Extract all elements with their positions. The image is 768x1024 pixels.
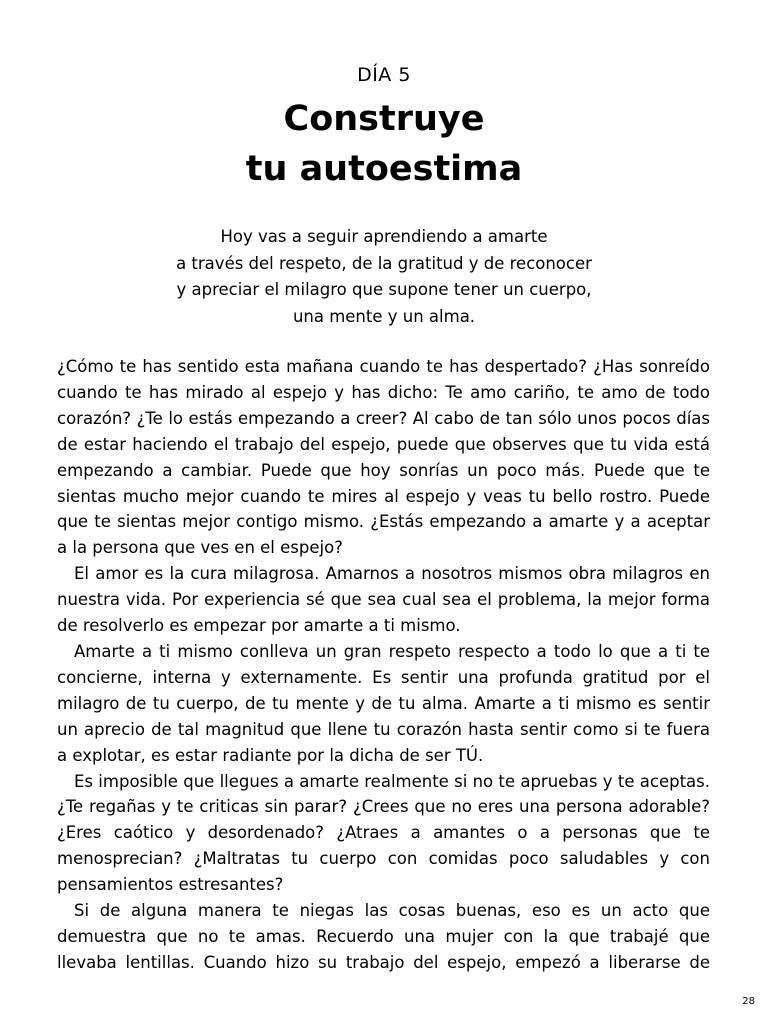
chapter-title-line-1: Construye: [283, 99, 485, 139]
chapter-title-line-2: tu autoestima: [245, 149, 523, 189]
intro-line-1: Hoy vas a seguir aprendiendo a amarte: [220, 227, 548, 246]
page-number: 28: [742, 996, 755, 1007]
paragraph-3: Amarte a ti mismo conlleva un gran respeto respecto a todo lo que a ti te concierne, interna y externamente. Es sentir una profunda gratitud por el milagro de tu cuerpo, de tu mente y de tu alma. Amarte a ti mismo es sentir un aprecio de tal magnitud que llene tu corazón hasta sentir como si te fuera a explotar, es estar radiante por la dicha de ser TÚ.: [57, 641, 710, 765]
paragraph-1: ¿Cómo te has sentido esta mañana cuando te has despertado? ¿Has sonreído cuando te has mirado al espejo y has dicho: Te amo cariño, te amo de todo corazón? ¿Te lo estás empezando a creer? Al cabo de tan sólo unos pocos días de estar haciendo el trabajo del espejo, puede que observes que tu vida está empezando a cambiar. Puede que hoy sonrías un poco más. Puede que te sientas mucho mejor cuando te mires al espejo y veas tu bello rostro. Puede que te sientas mejor contigo mismo. ¿Estás empezando a amarte y a aceptar a la persona que ves en el espejo?: [57, 357, 710, 558]
body-text: [57, 354, 710, 976]
paragraph-5: Si de alguna manera te niegas las cosas buenas, eso es un acto que demuestra que no te amas. Recuerdo una mujer con la que trabajé que llevaba lentillas. Cuando hizo su trabajo del espejo, empezó a liberarse de: [57, 901, 710, 972]
day-label: DÍA 5: [357, 64, 411, 86]
intro-line-2: a través del respeto, de la gratitud y de reconocer: [176, 253, 592, 273]
intro-line-3: y apreciar el milagro que supone tener un cuerpo,: [176, 280, 592, 299]
paragraph-4: Es imposible que llegues a amarte realmente si no te apruebas y te aceptas. ¿Te regañas y te criticas sin parar? ¿Crees que no eres una persona adorable? ¿Eres caótico y desordenado? ¿Atraes a amantes o a personas que te menosprecian? ¿Maltratas tu cuerpo con comidas poco saludables y con pensamientos estresantes?: [57, 771, 710, 895]
intro-line-4: una mente y un alma.: [292, 306, 476, 326]
chapter-title: [0, 94, 768, 194]
chapter-intro: [0, 224, 768, 330]
paragraph-2: El amor es la cura milagrosa. Amarnos a nosotros mismos obra milagros en nuestra vida. Por experiencia sé que sea cual sea el problema, la mejor forma de resolverlo es empezar por amarte a ti mismo.: [57, 564, 710, 636]
